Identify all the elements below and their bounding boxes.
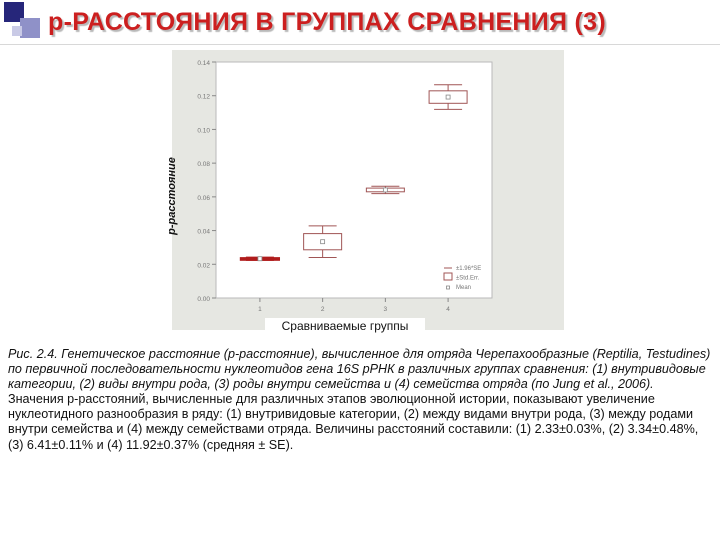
y-axis-label: р-расстояние (166, 157, 178, 235)
y-tick-label: 0.14 (197, 60, 210, 67)
mean-marker (383, 188, 387, 192)
figure-caption-text (8, 347, 712, 392)
figure-description: Генетическое расстояние (р-расстояние), вычисленное для отряда Черепахообразные (Reptilia, Testudines) по первичной последовательности нуклеотидов гена 16S рРНК в различных группах сравнения: (1) внутривидовые категории, (2) виды внутри рода, (3) роды внутри семейства и (4) семейства отряда (по Jung et al., 2006). (8, 347, 711, 392)
legend-box-swatch (444, 273, 452, 280)
y-tick-label: 0.06 (197, 194, 210, 202)
x-tick-label: 1 (258, 306, 262, 313)
x-tick-label: 3 (383, 306, 388, 313)
caption-body: Значения р-расстояний, вычисленные для различных этапов эволюционной истории, показывают увеличение нуклеотидного разнообразия в ряду: (1) внутривидовые категории, (2) между видами внутри рода, (3) между родами внутри семейства и (4) между семействами отряда. Величины расстояний составили: (1) 2.33±0.03%, (2) 3.34±0.48%, (3) 6.41±0.11% и (4) 11.92±0.37% (средняя ± SE). (8, 392, 699, 452)
mean-marker (446, 95, 450, 99)
y-tick-label: 0.02 (197, 262, 210, 270)
mean-marker (321, 240, 325, 244)
box-plot-chart (172, 50, 564, 330)
x-axis-label: Сравниваемые группы (265, 318, 425, 334)
x-tick-label: 2 (320, 306, 325, 313)
y-tick-label: 0.12 (197, 93, 210, 101)
y-tick-label: 0.04 (197, 228, 210, 236)
legend-mean-swatch (447, 286, 450, 289)
y-tick-label: 0.08 (197, 161, 210, 169)
legend-label: ±1.96*SE (456, 266, 482, 272)
slide-decoration-square (20, 18, 40, 38)
x-tick-label: 4 (446, 306, 450, 313)
figure-label: Рис. 2.4. (8, 347, 58, 361)
slide-title: р-РАССТОЯНИЯ В ГРУППАХ СРАВНЕНИЯ (3) (48, 8, 607, 36)
mean-marker (258, 257, 262, 261)
title-divider (0, 44, 720, 45)
y-tick-label: 0.10 (197, 127, 210, 135)
y-tick-label: 0.00 (197, 296, 210, 303)
legend-label: Mean (456, 285, 472, 291)
legend-label: ±Std.Err. (456, 275, 480, 282)
figure-caption (8, 347, 712, 453)
slide-decoration-square (12, 26, 22, 36)
